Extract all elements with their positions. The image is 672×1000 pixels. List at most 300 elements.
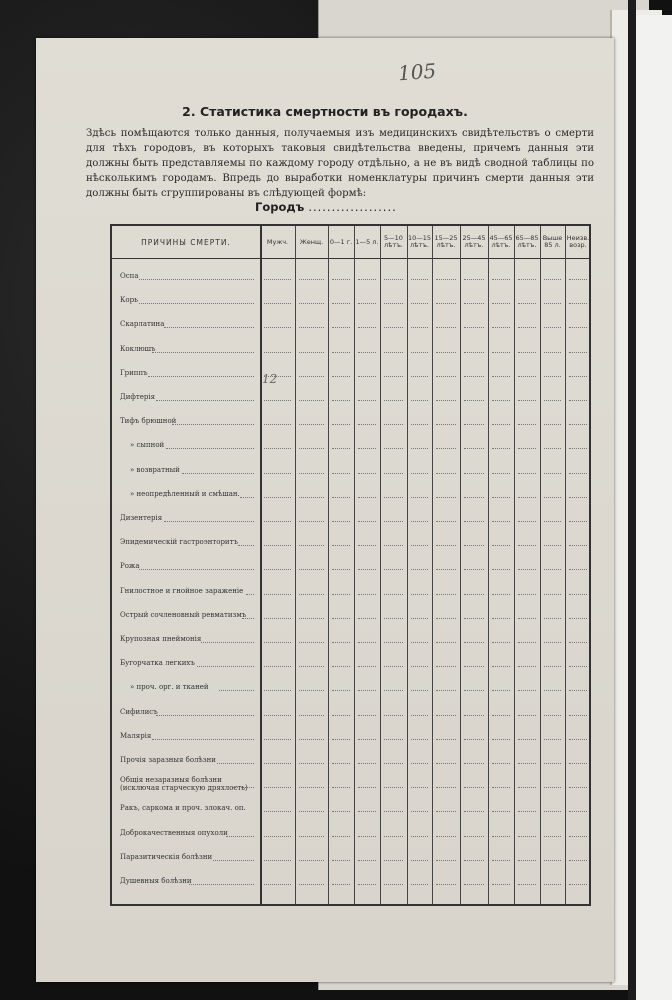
data-cell[interactable] [299, 376, 324, 378]
data-cell[interactable] [358, 545, 376, 547]
data-cell[interactable] [436, 303, 456, 305]
data-cell[interactable] [332, 690, 350, 692]
data-cell[interactable] [544, 448, 561, 450]
data-cell[interactable] [492, 424, 510, 426]
data-cell[interactable] [384, 594, 403, 596]
data-cell[interactable] [332, 376, 350, 378]
data-cell[interactable] [358, 594, 376, 596]
data-cell[interactable] [264, 327, 291, 329]
data-cell[interactable] [358, 811, 376, 813]
data-cell[interactable] [464, 327, 484, 329]
data-cell[interactable] [358, 618, 376, 620]
data-cell[interactable] [358, 787, 376, 789]
data-cell[interactable] [518, 618, 536, 620]
data-cell[interactable] [518, 666, 536, 668]
data-cell[interactable] [411, 400, 428, 402]
data-cell[interactable] [544, 690, 561, 692]
data-cell[interactable] [384, 763, 403, 765]
data-cell[interactable] [332, 400, 350, 402]
data-cell[interactable] [299, 473, 324, 475]
data-cell[interactable] [264, 787, 291, 789]
data-cell[interactable] [492, 327, 510, 329]
data-cell[interactable] [358, 473, 376, 475]
data-cell[interactable] [332, 303, 350, 305]
data-cell[interactable] [264, 642, 291, 644]
data-cell[interactable] [544, 497, 561, 499]
data-cell[interactable] [544, 860, 561, 862]
data-cell[interactable] [299, 715, 324, 717]
data-cell[interactable] [569, 884, 587, 886]
data-cell[interactable] [332, 860, 350, 862]
data-cell[interactable] [492, 594, 510, 596]
data-cell[interactable] [358, 521, 376, 523]
data-cell[interactable] [464, 569, 484, 571]
data-cell[interactable] [518, 642, 536, 644]
data-cell[interactable] [544, 884, 561, 886]
data-cell[interactable] [544, 545, 561, 547]
data-cell[interactable] [436, 836, 456, 838]
data-cell[interactable] [384, 279, 403, 281]
data-cell[interactable] [492, 400, 510, 402]
data-cell[interactable] [358, 690, 376, 692]
data-cell[interactable] [384, 497, 403, 499]
data-cell[interactable] [436, 376, 456, 378]
data-cell[interactable] [411, 666, 428, 668]
data-cell[interactable] [264, 763, 291, 765]
data-cell[interactable] [436, 690, 456, 692]
data-cell[interactable] [411, 690, 428, 692]
data-cell[interactable] [358, 424, 376, 426]
data-cell[interactable] [411, 497, 428, 499]
data-cell[interactable] [299, 594, 324, 596]
data-cell[interactable] [464, 739, 484, 741]
data-cell[interactable] [299, 618, 324, 620]
data-cell[interactable] [464, 666, 484, 668]
data-cell[interactable] [358, 715, 376, 717]
data-cell[interactable] [518, 811, 536, 813]
data-cell[interactable] [464, 763, 484, 765]
data-cell[interactable] [332, 836, 350, 838]
data-cell[interactable] [518, 594, 536, 596]
data-cell[interactable] [436, 400, 456, 402]
data-cell[interactable] [384, 424, 403, 426]
data-cell[interactable] [384, 376, 403, 378]
data-cell[interactable] [492, 352, 510, 354]
data-cell[interactable] [544, 618, 561, 620]
data-cell[interactable] [492, 860, 510, 862]
data-cell[interactable] [492, 836, 510, 838]
data-cell[interactable] [544, 811, 561, 813]
data-cell[interactable] [358, 860, 376, 862]
data-cell[interactable] [464, 473, 484, 475]
data-cell[interactable] [492, 811, 510, 813]
data-cell[interactable] [358, 352, 376, 354]
data-cell[interactable] [544, 303, 561, 305]
data-cell[interactable] [436, 594, 456, 596]
data-cell[interactable] [411, 327, 428, 329]
data-cell[interactable] [436, 448, 456, 450]
data-cell[interactable] [299, 303, 324, 305]
data-cell[interactable] [436, 860, 456, 862]
data-cell[interactable] [569, 352, 587, 354]
data-cell[interactable] [518, 352, 536, 354]
data-cell[interactable] [411, 376, 428, 378]
data-cell[interactable] [544, 715, 561, 717]
data-cell[interactable] [464, 279, 484, 281]
data-cell[interactable] [492, 376, 510, 378]
data-cell[interactable] [264, 545, 291, 547]
data-cell[interactable] [299, 545, 324, 547]
data-cell[interactable] [436, 618, 456, 620]
data-cell[interactable] [492, 666, 510, 668]
data-cell[interactable] [411, 569, 428, 571]
data-cell[interactable] [492, 884, 510, 886]
data-cell[interactable] [518, 424, 536, 426]
data-cell[interactable] [518, 884, 536, 886]
data-cell[interactable] [464, 376, 484, 378]
data-cell[interactable] [332, 545, 350, 547]
data-cell[interactable] [544, 376, 561, 378]
data-cell[interactable] [544, 327, 561, 329]
data-cell[interactable] [411, 763, 428, 765]
data-cell[interactable] [411, 884, 428, 886]
data-cell[interactable] [384, 860, 403, 862]
data-cell[interactable] [569, 594, 587, 596]
data-cell[interactable] [299, 642, 324, 644]
data-cell[interactable] [492, 787, 510, 789]
data-cell[interactable] [264, 352, 291, 354]
data-cell[interactable] [264, 594, 291, 596]
data-cell[interactable] [299, 352, 324, 354]
data-cell[interactable] [436, 279, 456, 281]
data-cell[interactable] [358, 569, 376, 571]
data-cell[interactable] [518, 836, 536, 838]
data-cell[interactable] [358, 884, 376, 886]
data-cell[interactable] [569, 739, 587, 741]
data-cell[interactable] [464, 642, 484, 644]
data-cell[interactable] [436, 884, 456, 886]
data-cell[interactable] [264, 448, 291, 450]
data-cell[interactable] [464, 618, 484, 620]
data-cell[interactable] [544, 352, 561, 354]
data-cell[interactable] [332, 497, 350, 499]
data-cell[interactable] [569, 642, 587, 644]
data-cell[interactable] [299, 424, 324, 426]
data-cell[interactable] [464, 884, 484, 886]
data-cell[interactable] [384, 352, 403, 354]
data-cell[interactable] [264, 473, 291, 475]
data-cell[interactable] [358, 376, 376, 378]
data-cell[interactable] [436, 715, 456, 717]
data-cell[interactable] [569, 666, 587, 668]
data-cell[interactable] [569, 763, 587, 765]
data-cell[interactable] [492, 642, 510, 644]
data-cell[interactable] [384, 666, 403, 668]
data-cell[interactable] [518, 739, 536, 741]
data-cell[interactable] [299, 811, 324, 813]
data-cell[interactable] [299, 400, 324, 402]
data-cell[interactable] [518, 400, 536, 402]
data-cell[interactable] [492, 715, 510, 717]
data-cell[interactable] [518, 763, 536, 765]
data-cell[interactable] [384, 521, 403, 523]
data-cell[interactable] [384, 473, 403, 475]
data-cell[interactable] [332, 811, 350, 813]
data-cell[interactable] [332, 739, 350, 741]
data-cell[interactable] [332, 521, 350, 523]
data-cell[interactable] [492, 739, 510, 741]
data-cell[interactable] [544, 400, 561, 402]
data-cell[interactable] [436, 739, 456, 741]
data-cell[interactable] [299, 521, 324, 523]
data-cell[interactable] [518, 690, 536, 692]
data-cell[interactable] [544, 594, 561, 596]
data-cell[interactable] [544, 569, 561, 571]
data-cell[interactable] [332, 715, 350, 717]
data-cell[interactable] [358, 763, 376, 765]
data-cell[interactable] [544, 642, 561, 644]
data-cell[interactable] [544, 521, 561, 523]
data-cell[interactable] [384, 715, 403, 717]
data-cell[interactable] [384, 836, 403, 838]
data-cell[interactable] [384, 884, 403, 886]
data-cell[interactable] [384, 400, 403, 402]
data-cell[interactable] [332, 352, 350, 354]
data-cell[interactable] [332, 666, 350, 668]
data-cell[interactable] [464, 811, 484, 813]
data-cell[interactable] [384, 448, 403, 450]
data-cell[interactable] [299, 448, 324, 450]
data-cell[interactable] [464, 303, 484, 305]
data-cell[interactable] [569, 497, 587, 499]
data-cell[interactable] [492, 279, 510, 281]
data-cell[interactable] [358, 400, 376, 402]
data-cell[interactable] [464, 860, 484, 862]
data-cell[interactable] [569, 303, 587, 305]
data-cell[interactable] [464, 690, 484, 692]
data-cell[interactable] [264, 811, 291, 813]
data-cell[interactable] [436, 642, 456, 644]
data-cell[interactable] [544, 739, 561, 741]
data-cell[interactable] [436, 497, 456, 499]
data-cell[interactable] [518, 497, 536, 499]
data-cell[interactable] [299, 497, 324, 499]
data-cell[interactable] [299, 666, 324, 668]
data-cell[interactable] [411, 279, 428, 281]
data-cell[interactable] [518, 327, 536, 329]
data-cell[interactable] [358, 448, 376, 450]
data-cell[interactable] [358, 279, 376, 281]
data-cell[interactable] [544, 473, 561, 475]
data-cell[interactable] [332, 594, 350, 596]
data-cell[interactable] [264, 497, 291, 499]
data-cell[interactable] [264, 836, 291, 838]
data-cell[interactable] [411, 811, 428, 813]
data-cell[interactable] [299, 763, 324, 765]
data-cell[interactable] [464, 521, 484, 523]
data-cell[interactable] [436, 352, 456, 354]
data-cell[interactable] [332, 327, 350, 329]
data-cell[interactable] [332, 618, 350, 620]
data-cell[interactable] [436, 521, 456, 523]
data-cell[interactable] [492, 521, 510, 523]
data-cell[interactable] [384, 811, 403, 813]
data-cell[interactable] [544, 763, 561, 765]
data-cell[interactable] [358, 303, 376, 305]
data-cell[interactable] [264, 279, 291, 281]
data-cell[interactable] [569, 715, 587, 717]
data-cell[interactable] [436, 569, 456, 571]
data-cell[interactable] [436, 811, 456, 813]
data-cell[interactable] [464, 424, 484, 426]
data-cell[interactable] [411, 521, 428, 523]
data-cell[interactable] [544, 279, 561, 281]
data-cell[interactable] [411, 836, 428, 838]
data-cell[interactable] [332, 763, 350, 765]
data-cell[interactable] [464, 545, 484, 547]
data-cell[interactable] [358, 327, 376, 329]
data-cell[interactable] [299, 279, 324, 281]
data-cell[interactable] [332, 787, 350, 789]
data-cell[interactable] [436, 545, 456, 547]
data-cell[interactable] [544, 424, 561, 426]
data-cell[interactable] [411, 545, 428, 547]
data-cell[interactable] [492, 473, 510, 475]
data-cell[interactable] [518, 860, 536, 862]
data-cell[interactable] [384, 690, 403, 692]
data-cell[interactable] [436, 763, 456, 765]
data-cell[interactable] [569, 448, 587, 450]
data-cell[interactable] [299, 569, 324, 571]
data-cell[interactable] [264, 521, 291, 523]
data-cell[interactable] [464, 448, 484, 450]
data-cell[interactable] [411, 642, 428, 644]
data-cell[interactable] [464, 594, 484, 596]
data-cell[interactable] [264, 690, 291, 692]
data-cell[interactable] [411, 860, 428, 862]
data-cell[interactable] [332, 473, 350, 475]
data-cell[interactable] [518, 787, 536, 789]
data-cell[interactable] [436, 666, 456, 668]
data-cell[interactable] [492, 448, 510, 450]
data-cell[interactable] [264, 860, 291, 862]
data-cell[interactable] [492, 497, 510, 499]
data-cell[interactable] [464, 715, 484, 717]
data-cell[interactable] [518, 473, 536, 475]
data-cell[interactable] [569, 618, 587, 620]
data-cell[interactable] [358, 642, 376, 644]
data-cell[interactable] [569, 836, 587, 838]
data-cell[interactable] [518, 376, 536, 378]
data-cell[interactable] [332, 279, 350, 281]
data-cell[interactable] [492, 303, 510, 305]
data-cell[interactable] [569, 521, 587, 523]
data-cell[interactable] [569, 811, 587, 813]
data-cell[interactable] [544, 666, 561, 668]
data-cell[interactable] [569, 569, 587, 571]
data-cell[interactable] [464, 787, 484, 789]
data-cell[interactable] [299, 884, 324, 886]
data-cell[interactable] [332, 448, 350, 450]
data-cell[interactable] [492, 618, 510, 620]
data-cell[interactable] [436, 424, 456, 426]
data-cell[interactable] [464, 836, 484, 838]
data-cell[interactable] [492, 545, 510, 547]
data-cell[interactable] [436, 327, 456, 329]
data-cell[interactable] [299, 787, 324, 789]
data-cell[interactable] [569, 860, 587, 862]
data-cell[interactable] [411, 739, 428, 741]
data-cell[interactable] [518, 521, 536, 523]
data-cell[interactable] [411, 715, 428, 717]
data-cell[interactable] [569, 473, 587, 475]
data-cell[interactable] [264, 884, 291, 886]
data-cell[interactable] [411, 473, 428, 475]
data-cell[interactable] [332, 642, 350, 644]
data-cell[interactable] [518, 448, 536, 450]
data-cell[interactable] [411, 303, 428, 305]
data-cell[interactable] [384, 545, 403, 547]
data-cell[interactable] [492, 763, 510, 765]
data-cell[interactable] [411, 352, 428, 354]
data-cell[interactable] [264, 569, 291, 571]
data-cell[interactable] [544, 787, 561, 789]
data-cell[interactable] [358, 666, 376, 668]
data-cell[interactable] [299, 690, 324, 692]
data-cell[interactable] [358, 836, 376, 838]
data-cell[interactable] [464, 352, 484, 354]
data-cell[interactable] [384, 303, 403, 305]
data-cell[interactable] [436, 787, 456, 789]
data-cell[interactable] [384, 569, 403, 571]
data-cell[interactable] [569, 787, 587, 789]
data-cell[interactable] [264, 666, 291, 668]
data-cell[interactable] [518, 545, 536, 547]
data-cell[interactable] [411, 594, 428, 596]
data-cell[interactable] [384, 739, 403, 741]
data-cell[interactable] [544, 836, 561, 838]
data-cell[interactable] [358, 739, 376, 741]
data-cell[interactable] [569, 690, 587, 692]
data-cell[interactable] [264, 424, 291, 426]
data-cell[interactable] [518, 569, 536, 571]
data-cell[interactable] [384, 787, 403, 789]
data-cell[interactable] [569, 424, 587, 426]
data-cell[interactable] [384, 327, 403, 329]
data-cell[interactable] [264, 618, 291, 620]
data-cell[interactable] [299, 327, 324, 329]
data-cell[interactable] [464, 497, 484, 499]
data-cell[interactable] [569, 279, 587, 281]
data-cell[interactable] [492, 690, 510, 692]
data-cell[interactable] [569, 376, 587, 378]
data-cell[interactable] [569, 545, 587, 547]
data-cell[interactable] [264, 303, 291, 305]
data-cell[interactable] [569, 327, 587, 329]
data-cell[interactable] [492, 569, 510, 571]
data-cell[interactable] [299, 836, 324, 838]
data-cell[interactable] [332, 424, 350, 426]
data-cell[interactable] [332, 884, 350, 886]
data-cell[interactable] [332, 569, 350, 571]
data-cell[interactable] [411, 787, 428, 789]
data-cell[interactable] [264, 739, 291, 741]
data-cell[interactable] [264, 715, 291, 717]
data-cell[interactable] [518, 303, 536, 305]
data-cell[interactable] [411, 618, 428, 620]
data-cell[interactable] [358, 497, 376, 499]
data-cell[interactable] [384, 642, 403, 644]
